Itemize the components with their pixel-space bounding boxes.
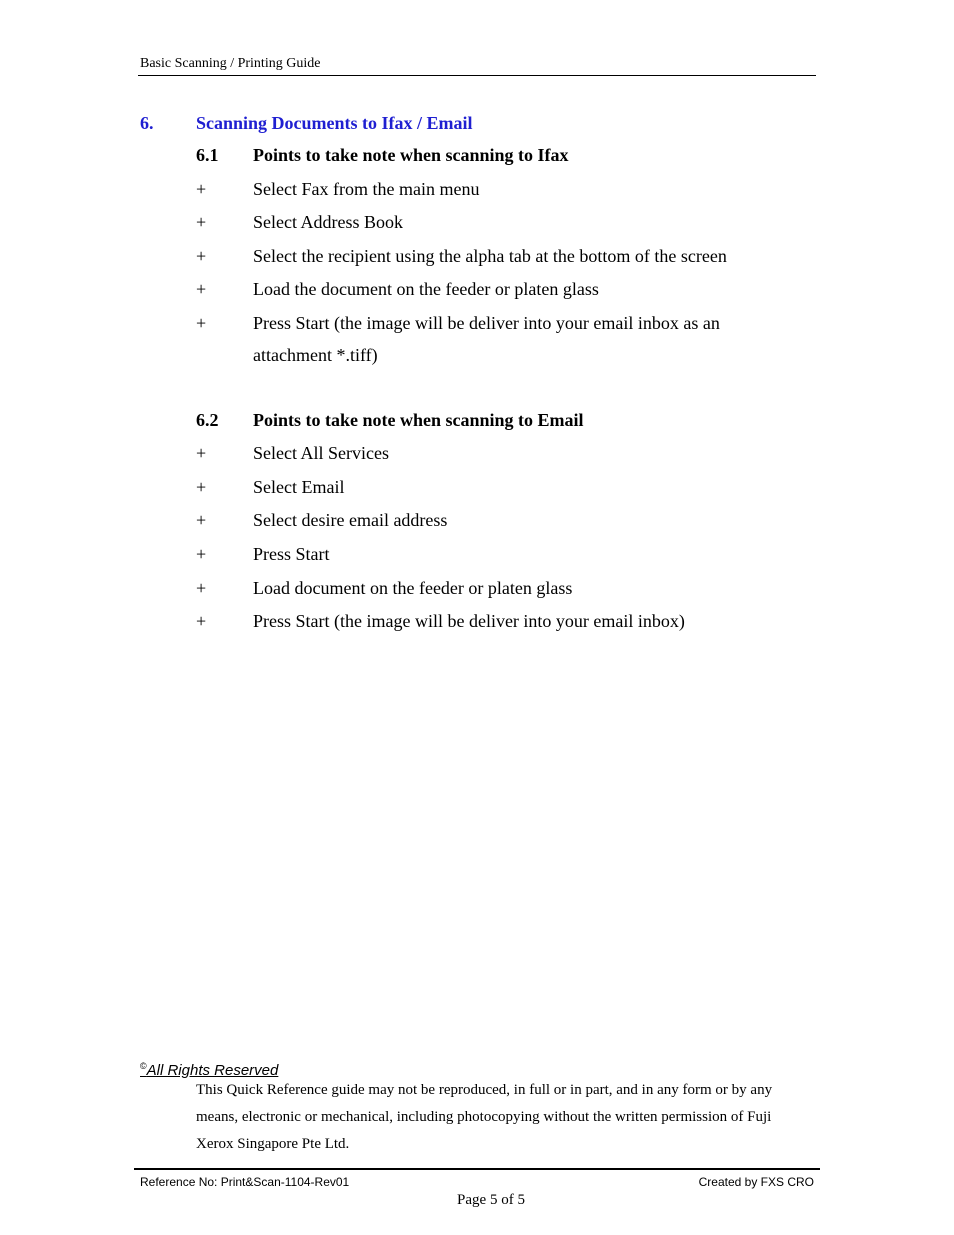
- bullet-marker: +: [196, 544, 207, 564]
- list-item: Load document on the feeder or platen glass: [253, 578, 573, 598]
- list-item: Select Address Book: [253, 212, 403, 232]
- subsection-title: Points to take note when scanning to Email: [253, 410, 584, 430]
- copyright-symbol: ©: [140, 1061, 147, 1071]
- copyright-notice: This Quick Reference guide may not be reproduced, in full or in part, and in any form or by any means, electronic or mechanical, including photocopying without the written permission of Fuji Xerox Singapore Pte Ltd.: [196, 1082, 773, 1152]
- list-item: Select desire email address: [253, 510, 448, 530]
- subsection-title: Points to take note when scanning to Ifax: [253, 145, 569, 165]
- list-item: Select All Services: [253, 443, 389, 463]
- list-item: Press Start (the image will be deliver into your email inbox as an attachment *.tiff): [253, 313, 720, 365]
- subsection-number: 6.1: [196, 145, 219, 165]
- rights-label: All Rights Reserved: [146, 1062, 279, 1079]
- list-item: Select Fax from the main menu: [253, 179, 480, 199]
- bullet-marker: +: [196, 313, 207, 333]
- page-number: Page 5 of 5: [457, 1192, 525, 1208]
- bullet-marker: +: [196, 212, 207, 232]
- bullet-marker: +: [196, 443, 207, 463]
- bullet-marker: +: [196, 279, 207, 299]
- footer-rule: [134, 1168, 820, 1170]
- list-item: Press Start (the image will be deliver into your email inbox): [253, 611, 685, 631]
- header-title: Basic Scanning / Printing Guide: [140, 56, 321, 71]
- bullet-marker: +: [196, 179, 207, 199]
- header-rule: [138, 75, 816, 76]
- section-number: 6.: [140, 113, 154, 133]
- list-item: Select Email: [253, 477, 345, 497]
- bullet-marker: +: [196, 246, 207, 266]
- list-item: Select the recipient using the alpha tab at the bottom of the screen: [253, 246, 727, 266]
- section-title: Scanning Documents to Ifax / Email: [196, 113, 473, 133]
- list-item: Load the document on the feeder or platen glass: [253, 279, 599, 299]
- bullet-marker: +: [196, 510, 207, 530]
- created-by: Created by FXS CRO: [698, 1175, 814, 1189]
- list-item: Press Start: [253, 544, 330, 564]
- bullet-marker: +: [196, 611, 207, 631]
- subsection-number: 6.2: [196, 410, 219, 430]
- bullet-marker: +: [196, 477, 207, 497]
- bullet-marker: +: [196, 578, 207, 598]
- reference-number: Reference No: Print&Scan-1104-Rev01: [140, 1175, 350, 1189]
